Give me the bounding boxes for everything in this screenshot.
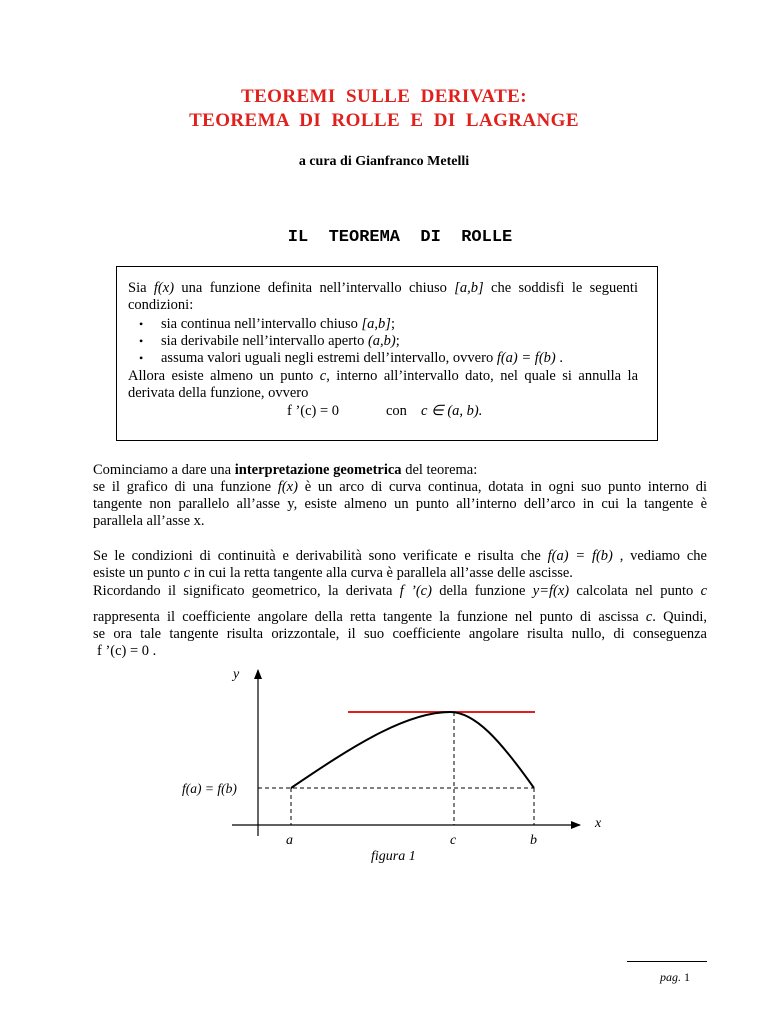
paragraph-1-line-1: Cominciamo a dare una interpretazione geometrica del teorema:	[93, 462, 478, 478]
y-axis-label: y	[233, 667, 240, 682]
condition-differentiability: sia derivabile nell’intervallo aperto (a,b);	[161, 333, 400, 349]
paragraph-2-line-1: Se le condizioni di continuità e derivabilità sono verificate e risulta che f(a) = f(b) , vediamo che	[93, 548, 707, 564]
figure-caption: figura 1	[371, 849, 416, 864]
title-line-2: TEOREMA DI ROLLE E DI LAGRANGE	[189, 110, 579, 131]
condition-continuity: sia continua nell’intervallo chiuso [a,b];	[161, 316, 395, 332]
formula-derivative-zero: f ’(c) = 0	[287, 403, 340, 419]
bullet-marker: •	[139, 351, 144, 365]
paragraph-1-line-2: se il grafico di una funzione f(x) è un arco di curva continua, dotata in ogni suo punto interno di	[93, 479, 707, 495]
paragraph-1-line-3: tangente non parallelo all’asse y, esiste almeno un punto all’interno dell’arco in cui la tangente è	[93, 496, 707, 512]
point-a-label: a	[286, 833, 293, 848]
footer-rule	[627, 961, 707, 962]
condition-equal-endpoints: assuma valori uguali negli estremi dell’intervallo, ovvero f(a) = f(b) .	[161, 350, 563, 366]
paragraph-1-line-4: parallela all’asse x.	[93, 513, 205, 529]
point-c-label: c	[450, 833, 457, 848]
paragraph-2-line-6: f ’(c) = 0 .	[97, 643, 157, 659]
theorem-conclusion-line-2: derivata della funzione, ovvero	[128, 385, 309, 401]
theorem-statement-line-2: condizioni:	[128, 297, 194, 313]
bullet-marker: •	[139, 334, 144, 348]
point-b-label: b	[530, 833, 537, 848]
formula-con: con	[386, 403, 407, 419]
bullet-marker: •	[139, 317, 144, 331]
x-axis-label: x	[595, 816, 602, 831]
paragraph-2-line-2: esiste un punto c in cui la retta tangente alla curva è parallela all’asse delle ascisse.	[93, 565, 573, 581]
paragraph-2-line-4: rappresenta il coefficiente angolare della retta tangente la funzione nel punto di ascissa c. Quindi,	[93, 609, 708, 625]
author-credit: a cura di Gianfranco Metelli	[298, 154, 470, 169]
section-heading: IL TEOREMA DI ROLLE	[287, 228, 513, 247]
fa-equals-fb-label: f(a) = f(b)	[182, 781, 237, 796]
paragraph-2-line-5: se ora tale tangente risulta orizzontale, il suo coefficiente angolare risulta nullo, di conseguenza	[93, 626, 707, 642]
page-number: pag. 1	[660, 970, 690, 984]
formula-interval: c ∈ (a, b).	[421, 403, 483, 419]
function-curve	[291, 712, 534, 788]
title-line-1: TEOREMI SULLE DERIVATE:	[241, 86, 527, 107]
paragraph-2-line-3: Ricordando il significato geometrico, la derivata f ’(c) della funzione y=f(x) calcolata nel punto c	[93, 583, 707, 599]
theorem-statement-line-1: Sia f(x) una funzione definita nell’intervallo chiuso [a,b] che soddisfi le seguenti	[128, 280, 638, 296]
theorem-conclusion-line-1: Allora esiste almeno un punto c, interno all’intervallo dato, nel quale si annulla la	[128, 368, 639, 384]
